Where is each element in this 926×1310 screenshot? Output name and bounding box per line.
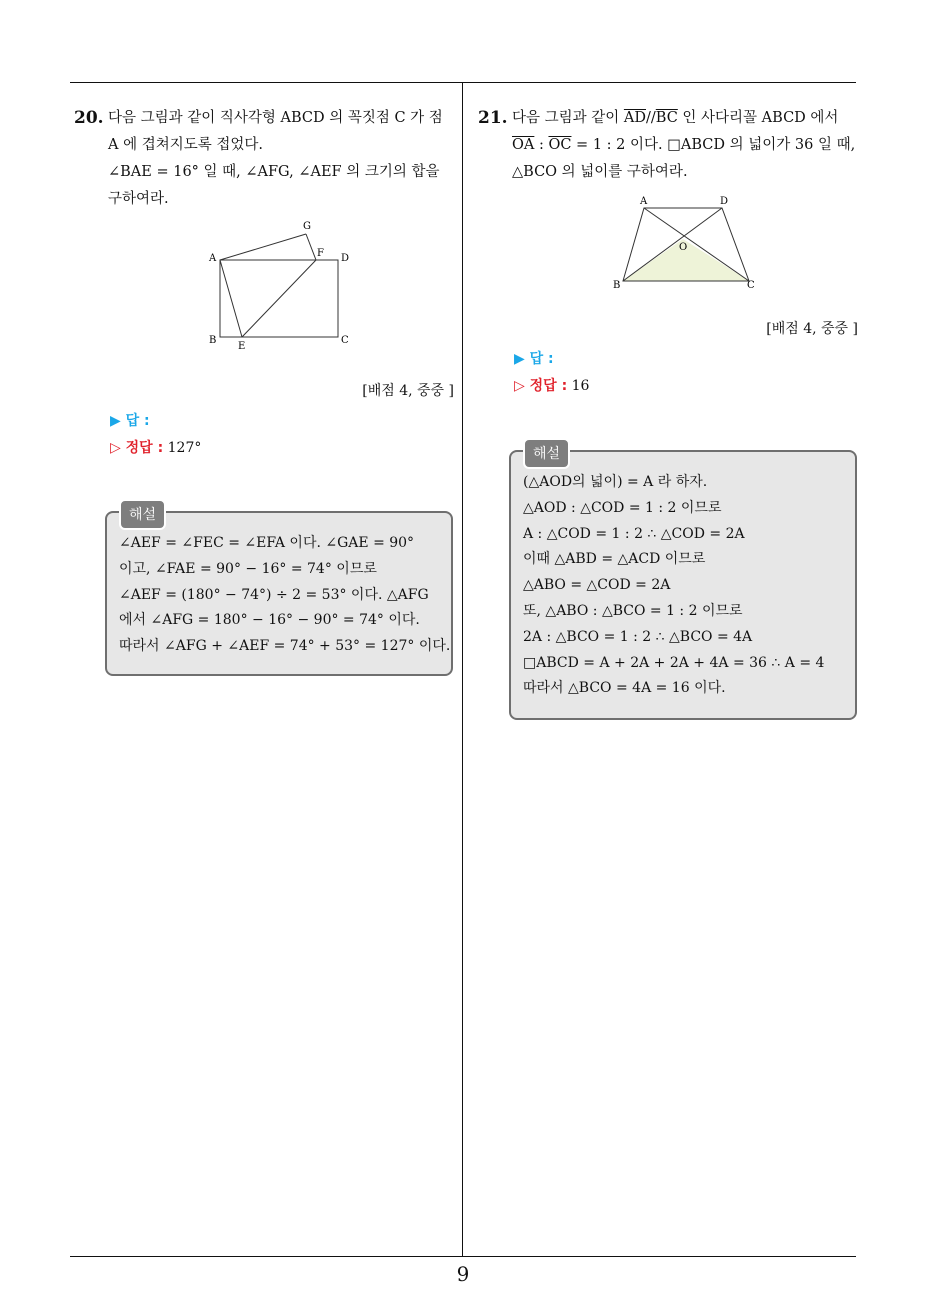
top-rule: [70, 82, 856, 83]
segment-ad: $\overline{AD}$: [623, 110, 646, 126]
explanation-tab: 해설: [119, 499, 166, 530]
problem-text: [512, 105, 855, 186]
explanation-line: ∠AEF = (180° − 74°) ÷ 2 = 53° 이다. △AFG: [119, 586, 429, 603]
text-fragment: 다음 그림과 같이: [512, 110, 624, 126]
explanation-line: 이때 △ABD = △ACD 이므로: [523, 551, 706, 568]
explanation-line: 또, △ABO : △BCO = 1 : 2 이므로: [523, 602, 743, 619]
label-c: C: [341, 335, 349, 346]
label-e: E: [238, 341, 246, 352]
correct-label: ▷ 정답 :: [110, 440, 164, 456]
label-f: F: [317, 248, 324, 259]
explanation-line: 따라서 △BCO = 4A = 16 이다.: [523, 680, 726, 697]
correct-answer: [514, 375, 589, 395]
correct-value: 127°: [167, 440, 202, 456]
score-label: [배점 4, 중중 ]: [362, 383, 454, 399]
parallel-symbol: //: [646, 110, 656, 126]
problem-line: 구하여라.: [108, 191, 169, 207]
explanation-text: [523, 470, 824, 702]
problem-line: A 에 겹쳐지도록 접었다.: [108, 137, 263, 153]
correct-value: 16: [571, 378, 590, 394]
problem-line: 다음 그림과 같이 직사각형 ABCD 의 꼭짓점 C 가 점: [108, 110, 443, 126]
problem-number: 20.: [74, 108, 104, 128]
problem-line: ∠BAE = 16° 일 때, ∠AFG, ∠AEF 의 크기의 합을: [108, 164, 440, 180]
bottom-rule: [70, 1256, 856, 1257]
explanation-line: 따라서 ∠AFG + ∠AEF = 74° + 53° = 127° 이다.: [119, 638, 451, 655]
explanation-text: [119, 531, 450, 660]
explanation-box: [105, 507, 453, 676]
explanation-line: ∠AEF = ∠FEC = ∠EFA 이다. ∠GAE = 90°: [119, 535, 415, 551]
problem-text: [108, 105, 443, 213]
explanation-line: (△AOD의 넓이) = A 라 하자.: [523, 474, 708, 490]
segment-bc: $\overline{BC}$: [655, 110, 678, 126]
ratio-separator: :: [534, 137, 549, 153]
column-divider: [462, 82, 463, 1257]
correct-label: ▷ 정답 :: [514, 378, 568, 394]
problem-number: 21.: [478, 108, 508, 128]
correct-answer: [110, 437, 201, 457]
segment-oc: $\overline{OC}$: [548, 137, 572, 153]
explanation-line: A : △COD = 1 : 2 ∴ △COD = 2A: [523, 525, 745, 542]
explanation-line: △ABO = △COD = 2A: [523, 577, 671, 594]
text-fragment: 인 사다리꼴 ABCD 에서: [677, 110, 839, 126]
rectangle-fold-figure: [200, 215, 360, 355]
problem-line: [512, 132, 855, 159]
segment-oa: $\overline{OA}$: [512, 137, 535, 153]
label-c: C: [747, 280, 755, 291]
explanation-line: □ABCD = A + 2A + 2A + 4A = 36 ∴ A = 4: [523, 654, 825, 671]
answer-label: ▶ 답 :: [110, 413, 150, 429]
page-number: 9: [456, 1262, 470, 1286]
label-o: O: [679, 242, 688, 253]
problem-line: [512, 105, 855, 132]
label-a: A: [209, 253, 217, 264]
explanation-line: △AOD : △COD = 1 : 2 이므로: [523, 499, 722, 516]
label-a: A: [640, 196, 648, 207]
label-b: B: [209, 335, 217, 346]
explanation-box: [509, 446, 857, 720]
trapezoid-figure: [606, 192, 766, 296]
explanation-tab: 해설: [523, 438, 570, 469]
explanation-line: 2A : △BCO = 1 : 2 ∴ △BCO = 4A: [523, 628, 753, 645]
label-d: D: [720, 196, 729, 207]
score-label: [배점 4, 중중 ]: [766, 321, 858, 337]
answer-label: ▶ 답 :: [514, 351, 554, 367]
label-b: B: [613, 280, 621, 291]
label-g: G: [303, 221, 311, 232]
explanation-line: 에서 ∠AFG = 180° − 16° − 90° = 74° 이다.: [119, 612, 420, 629]
label-d: D: [341, 253, 350, 264]
problem-line: △BCO 의 넓이를 구하여라.: [512, 164, 688, 180]
explanation-line: 이고, ∠FAE = 90° − 16° = 74° 이므로: [119, 560, 377, 577]
text-fragment: = 1 : 2 이다. □ABCD 의 넓이가 36 일 때,: [571, 137, 856, 153]
